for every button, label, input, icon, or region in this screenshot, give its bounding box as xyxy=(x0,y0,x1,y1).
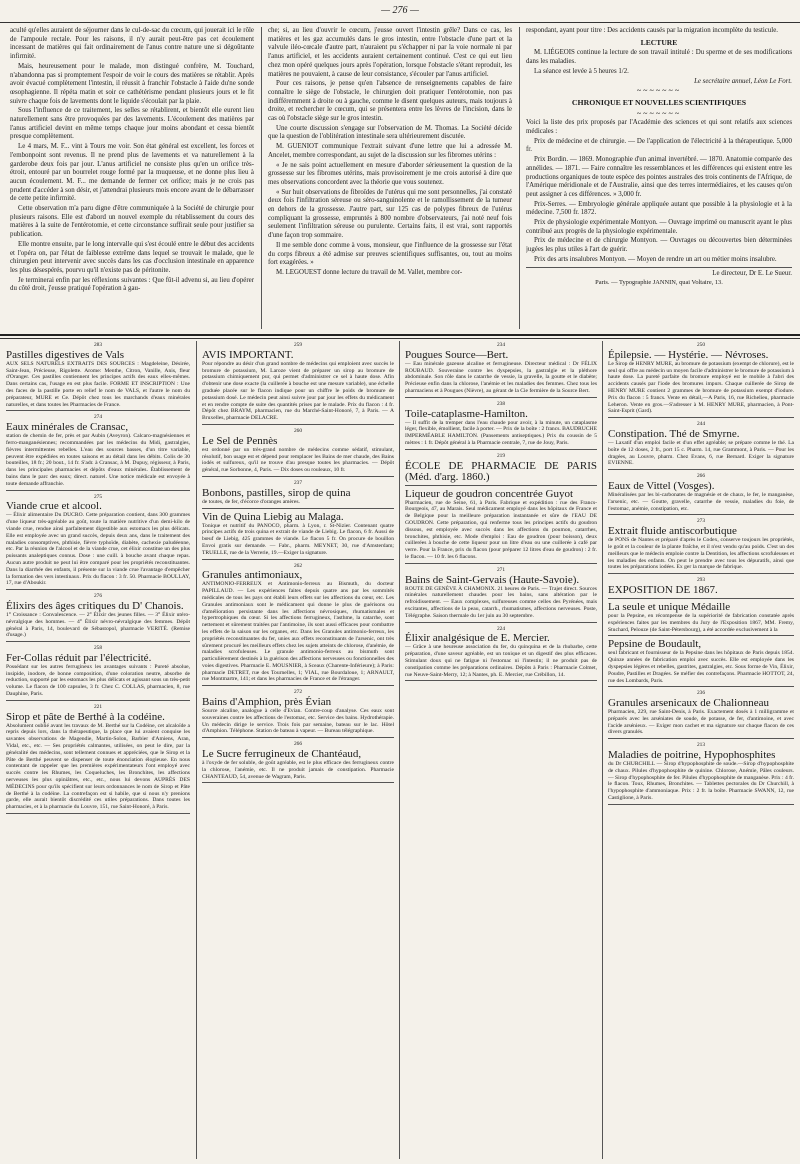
advertisement xyxy=(608,473,794,515)
ad-number: 259 xyxy=(293,342,303,348)
ads-column-3 xyxy=(405,341,597,1159)
ad-body: 1° Croissance : Convalescence. — 2° Élixir des jeunes filles. — 3° Élixir utéro-névralgique des hommes. — 4° Élixir névro-névralgique des femmes. Dépôt général à Paris, 14, boulevard de Sébastopol, pharmacie VERITÉ. (Remise d'usage.) xyxy=(6,611,190,639)
column-divider xyxy=(196,341,197,1159)
ad-number: 219 xyxy=(496,452,506,459)
ad-body: seul fabricant et fournisseur de la Pepsine dans les hôpitaux de Paris depuis 1854. Quinze années de fabrication emploi avec succès. Elle est employée dans les dyspepsies légères et rebelles, gastrites, gastralgies, etc. Sous forme de Vin, Élixir, Poudre, Pastilles et Dragées. Se méfier des contrefaçons. Pharmacie HOTTOT, 24, rue des Lombards, Paris. xyxy=(608,650,794,684)
ad-number: 272 xyxy=(293,689,303,696)
ad-title: Granules antimoniaux, xyxy=(202,569,303,582)
ad-separator xyxy=(6,410,190,411)
ad-body: — Il suffit de la tremper dans l'eau chaude pour avoir, à la minute, un cataplasme léger, flexible, émollient, facile à porter. — Prix de la boîte : 2 francs. BAUDRUCHE IMPERMÉABLE HAMILTON. (Pansements antiseptiques.) Prix du coussin de 5 mètres : 1 fr. Dépôt général à la Pharmacie centrale, 7, rue de Jouy, Paris. xyxy=(405,419,597,446)
top-rule xyxy=(0,22,800,23)
article-paragraph: M. GUENIOT communique l'extrait suivant d'une lettre que lui a adressée M. Ancelet, membre correspondant, au sujet de la discussion sur les fibromes utérins : xyxy=(268,143,512,159)
ad-separator xyxy=(608,573,794,574)
ad-number: 237 xyxy=(293,479,303,486)
chronique-paragraph: Prix des arts insalubres Montyon. — Moyen de rendre un art ou métier moins insalubre. xyxy=(534,255,777,263)
ornament-divider: ~~~~~~~ xyxy=(636,108,682,118)
ad-separator xyxy=(608,635,794,636)
ad-separator xyxy=(202,508,394,509)
chronique-paragraph: Prix-Serres. — Embryologie générale appliquée autant que possible à la physiologie et à la médecine. 7,500 fr. 1872. xyxy=(526,200,792,217)
ad-number: 274 xyxy=(93,414,103,421)
advertisement xyxy=(6,645,190,701)
article-paragraph: Une courte discussion s'engage sur l'observation de M. Thomas. La Société décide que la question de l'oblitération intestinale sera ultérieurement discutée. xyxy=(268,124,512,141)
advertisement xyxy=(202,689,394,738)
ad-separator xyxy=(405,622,597,623)
ad-body: — Grâce à une heureuse association du fer, du quinquina et de la rhubarbe, cette préparation, d'une saveur agréable, est un tonique et un digestif des plus efficaces. Stimulant doux qui ne fatigue ni l'estomac ni l'intestin; il ne produit pas de constipation comme les préparations ordinaires. Dépôts à Paris : Pharmacie Colmet, rue Neuve-Saint-Merry, 12; à Nantes, ph. E. Mercier, rue Crébillon, 14. xyxy=(405,644,597,678)
seance-text: La séance est levée à 5 heures 1/2. xyxy=(534,67,629,75)
ad-separator xyxy=(608,417,794,418)
ad-number: 260 xyxy=(293,427,303,434)
ad-number: 221 xyxy=(93,703,103,710)
ad-title: Le Sel de Pennès xyxy=(202,434,278,447)
ad-number: 293 xyxy=(696,577,706,584)
ad-body: Le Sirop de HENRY MURE, au bromure de potassium (exempt de chlorure), est le seul qui offre au médecin un moyen facile d'administrer le bromure de potassium à haute dose. La pureté parfaite du bromure employé est le mobile à l'abri des accidents causés par l'iode des bromures impurs. Chaque cuillerée de Sirop de HENRY MURE contient 2 grammes de bromure de potassium exempt d'iodure. Prix du flacon : 5 francs. Vente en détail,—A Paris, 16, rue Richelieu, pharmacie Leheron. Vente en gros.—S'adresser à M. HENRY MURE, pharmacien, à Pont-Saint-Esprit (Gard). xyxy=(608,360,794,415)
column-divider xyxy=(261,27,262,329)
chronique-body xyxy=(526,119,792,264)
ad-body: Pharmacien, rue de Seine, 61, à Paris. Fabrique et expédition : rue des Francs-Bourgeois, 47, au Marais. Seul médicament employé dans les hôpitaux de France et de Belgique pour la meilleure préparation instantanée et sûre de l'EAU DE GOUDRON. Cette préparation, qui renferme tous les principes actifs du goudron dissous, est employée avec succès dans les affections du poumon, catarrhes, bronchites, phthisie, etc. Mode d'emploi : Eau de goudron (pour boisson), deux cuillerées à bouche de cette liqueur pour un litre d'eau ou une cuillerée à café par verre. Pour la France, prix du flacon (pour préparer 12 litres d'eau de goudron) : 2 fr. le flacon. — 10 fr. les 6 flacons. xyxy=(405,499,597,560)
ad-title: Pastilles digestives de Vals xyxy=(6,348,125,361)
ad-title: Granules arsenicaux de Chalionneau xyxy=(608,697,769,710)
ad-separator xyxy=(608,514,794,515)
ad-body: pour la Pepsine, en récompense de la supériorité de fabrication constatée après expériences faites par les membres du Jury de l'Exposition 1867, MM. Fremy, Stuchard, Pelouze (de Saint-Pétersbourg), a été accordée exclusivement à la xyxy=(608,612,794,633)
ads-top-rule-2 xyxy=(0,338,800,339)
ad-title: Pougues Source—Bert. xyxy=(405,348,509,361)
ad-body: ANTIMONIO-FERREUX et Antimonio-ferreux au Bismuth, du docteur PAPILLAUD. — Les expériences faites depuis quatre ans par les sommités médicales de tous les pays ont établi leurs effets sur les affections du cœur, etc. Les Granules antimoniaux sont le médicament qui donne le plus de guérisons ou d'amélioration persistante dans les affections névrosiques, rhumatismales et hypertrophiques du cœur. Si les affections ferrugineux, l'asthme, la catarrhe, sont nettement et sûrement traitées par l'antimoine, ils sont aussi efficaces pour combattre les effets de la saison sur les organes, etc. Dans les Granules antimonio-ferreux, les propriétés reconstituantes du fer, unies aux effets reconstituants de l'arsenic, ont très sûrement procuré les meilleurs effets chez les sujets atteints de chlorose, d'anémie, de maladies scrofuleuses. Le granule antimonio-ferreux au bismuth sont particulièrement destinés à la guérison des affections nerveuses ou fonctionnelles des voies digestives. Pharmacie E. MOUSNIER, à Sceaux (Charente-Inférieure); à Paris: pharmacie DETRET, rue des Tournelles, 1; VIAL, rue Bourdaloue, 1; ARNAULT, rue Montmartre, 141; et dans les pharmacies de France et de l'étranger. xyxy=(202,581,394,683)
advertisement xyxy=(608,602,794,636)
ad-number: 213 xyxy=(696,742,706,749)
ad-separator xyxy=(608,686,794,687)
advertisement xyxy=(6,704,190,814)
ad-title: ÉCOLE DE PHARMACIE DE PARIS (Méd. d'arg. 1860.) xyxy=(405,459,597,483)
ad-body: ROUTE DE GENÈVE À CHAMONIX. 21 heures de Paris. — Trajet direct. Sources minérales naturellement chaudes pour les bains, sans altération par le refroidissement. — Eaux complexes, sulfureuses comme celles des Pyrénées, mais excitantes, affections de la peau, catarrh., rhumatismes, affections nerveuses. Poste, Télégraphe. Saison thermale du 1er juin au 30 septembre. xyxy=(405,585,597,619)
ad-body: de PONS de Nantes et préparé d'après le Codex, conserve toujours les propriétés, le goût et la couleur de la plante fraîche, et il n'est vendu qu'au poids. C'est un des meilleurs que le médecin emploie contre la Dentition, les affections scrofuleuses et les maladies des enfants. On peut le prendre avec tous les dépuratifs, ainsi que toutes les préparations iodées. Ex ger la marque de fabrique. xyxy=(608,537,794,571)
column-divider xyxy=(399,341,400,1159)
advertisement xyxy=(405,453,597,486)
ad-body: station de chemin de fer, près et par Aubin (Aveyron). Calcaro-magnésiennes et ferro-manganésiennes; recommandées par les médecins du Midi, gastralgies, fièvres intermittentes rebelles. L'eau des sources basses, d'un titre variable, peuvent être expédiées en toutes saisons et au détail dans les débits. Colis de 30 bouteilles, 18 fr.; 20 bout., 14 fr. S'adr. à Cransac, à M. Dupuy, régisseur, à Paris, dans les principales pharmacies et dépôts d'eaux minérales. Établissement de bains dans le parc des eaux; direct. naturel. Une notice médicale est envoyée à toute demande affranchie. xyxy=(6,433,190,487)
ad-number: 258 xyxy=(93,645,103,652)
ad-number: 266 xyxy=(293,741,303,748)
ad-separator xyxy=(202,476,394,477)
chronique-paragraph: Prix de médecine et de chirurgie. — De l'application de l'électricité à la thérapeutique. 5,000 fr. xyxy=(526,137,792,154)
article-column-3 xyxy=(526,27,792,329)
article-paragraph: Je terminerai enfin par les réflexions suivantes : Que fût-il advenu si, au lieu d'opérer du côté droit, j'eusse pratiqué l'opération à gau- xyxy=(10,276,254,293)
advertisement xyxy=(405,626,597,682)
ad-separator xyxy=(405,680,597,681)
ad-separator xyxy=(405,563,597,564)
ad-body: de toutes, de fer, d'écorce d'oranges amères. xyxy=(202,498,300,505)
ads-column-1 xyxy=(6,341,190,1159)
advertisement xyxy=(608,342,794,418)
article-paragraph: M. LEGOUEST donne lecture du travail de M. Vallet, membre cor- xyxy=(276,268,463,276)
ad-number: 262 xyxy=(293,562,303,569)
column-divider xyxy=(519,27,520,329)
page-number: — 276 — xyxy=(381,5,419,16)
ad-title: Sirop et pâte de Berthé à la codéine. xyxy=(6,710,165,723)
column-divider xyxy=(602,341,603,1159)
ad-title: Fer-Collas réduit par l'électricité. xyxy=(6,651,152,664)
ad-body: Possédant sur les autres ferrugineux les avantages suivants : Pureté absolue, insipide, inodore, de bonne composition, d'une coloration neutre, absorbe de reduction, supporté par les estomacs les plus délicats et agissant sous un très-petit volume. Le flacon de 100 capsules, 3 fr. Chez C. COLLAS, pharmacien, 8, rue Dauphine, Paris. xyxy=(6,663,190,698)
advertisement xyxy=(608,690,794,739)
article-column-2 xyxy=(268,27,512,327)
ad-separator xyxy=(608,598,794,599)
advertisement xyxy=(405,342,597,398)
advertisement xyxy=(6,593,190,642)
chronique-paragraph: Voici la liste des prix proposés par l'Académie des sciences et qui sont relatifs aux sciences médicales : xyxy=(526,119,792,136)
article-paragraph: « Je ne sais point actuellement en mesure d'aborder sérieusement la question de la grossesse sur les fibromes utérins, mais provisoirement je me crois autorisé à dire que mes observations concordent avec la théorie que vous soutenez. xyxy=(268,161,512,186)
chronique-paragraph: Prix de physiologie expérimentale Montyon. — Ouvrage imprimé ou manuscrit ayant le plus contribué aux progrès de la physiologie expérimentale. xyxy=(526,219,792,235)
ad-body: Absolument oublié avant les travaux de M. Berthé sur la Codéine, cet alcaloïde a repris depuis lors, dans la thérapeutique, la place que lui avaient conquise les savantes observations de Magendie, Martin-Solon, Barbier d'Amiens, Aran, Vidal, etc., etc. — Ses propriétés calmantes, utilisées, on peut le dire, par la généralité des médecins, sont tellement connues et appréciées, que le Sirop et la Pâte de Berthé peuvent se dispenser de toute énonciation élogieuse. En nous contentant de rappeler que les premières expérimentateurs l'ont employé avec succès contre les Rhumes, les Coqueluches, les Bronchites, les affections nerveuses les plus opiniâtres, etc., etc., nous lui devons AUPRÈS DES MÉDECINS pour qu'ils spécifient sur leurs ordonnances le nom de Sirop et Pâte de Berthé à la codéine. La contrefaçon est si habile, que si nous n'y prenions garde, elle aurait bientôt discrédité ces utiles préparations. Dans toutes les pharmacies, et à la pharmacie du Louvre, 151, rue Saint-Honoré, à Paris. xyxy=(6,722,190,811)
ad-title: Liqueur de goudron concentrée Guyot xyxy=(405,487,573,500)
ad-body: Pharmacien, 229, rue Saint-Denis, à Paris. Exactement dosés à 1 milligramme et préparés avec les arséniates de soude, de potasse, de fer, d'antimoine, et avec l'acide arsénieux. — Exiger mon cachet et ma signature sur chaque flacon de ces divers granulés. xyxy=(608,709,794,736)
article-paragraph: Elle montre ensuite, par le long intervalle qui s'est écoulé entre le début des accidents et l'opéra on, par l'état de faiblesse extrême dans lequel se trouvait le malade, que le chirurgien peut intervenir avec succès dans les cas d'occlusion intestinale en apparence les plus désespérés, pourvu qu'il n'existe pas de péritonite. xyxy=(10,240,254,274)
ad-title: EXPOSITION DE 1867. xyxy=(608,583,718,596)
ad-body: à l'oxyde de fer soluble, de goût agréable, est le plus efficace des ferrugineux contre la chlorose, l'anémie, etc. Il ne produit jamais de constipation. Pharmacie CHANTEAUD, 54, avenue de Wagram, Paris. xyxy=(202,760,394,780)
ad-separator xyxy=(202,424,394,425)
lecture-heading: LECTURE xyxy=(640,37,678,47)
ad-separator xyxy=(202,685,394,686)
ad-body: AUX SELS NATURELS EXTRAITS DES SOURCES : Magdeleine, Désirée, Saint-Jean, Précieuse, Rigolette. Arome: Menthe, Citron, Vanille, Anis, fleur d'Oranger. Ces pastilles contiennent les principes actifs des eaux elles-mêmes. Dans certains cas, l'usage en est plus facile. FORME ET INSCRIPTION : Une des faces de la pastille porte en relief le nom de VALS, et l'autre le nom du préparateur, MURE et Ce. Dépôt chez tous les marchands d'eaux minérales naturelles, et dans toutes les Pharmacies de France. xyxy=(6,360,190,408)
ad-separator xyxy=(405,485,597,486)
advertisement xyxy=(608,742,794,805)
ad-title: Élixirs des âges critiques du D' Chanois. xyxy=(6,599,184,612)
ad-body: — Laxatif d'un emploi facile et d'un effet agréable; se prépare comme le thé. La boîte de 12 doses, 2 fr., port 15 c. Pharm. 14, rue Grammont, à Paris. — Pour les dragées, au Louvre, pharm. Chez Evans, 6, rue Bernard. Exiger la signature EVIENNE. xyxy=(608,439,794,467)
ad-title: Constipation. Thé de Smyrne. xyxy=(608,427,740,440)
ad-number: 236 xyxy=(696,690,706,697)
article-paragraph: che; si, au lieu d'ouvrir le cœcum, j'eusse ouvert l'intestin grêle? Dans ce cas, les matières et les gaz accumulés dans le gros intestin, entre l'obstacle d'une part et la valvule iléo-cœcale d'autre part, n'auraient pu s'échapper ni par la voie normale ni par l'anus artificiel, et les accidents auraient certainement continué. C'est ce qui eut lieu chez mon opéré quelques jours après l'opération, lorsque l'obstacle s'étant reproduit, les matières ne pouvaient, à cause de leur consistance, s'écouler par l'anus artificiel. xyxy=(268,27,512,78)
ad-separator xyxy=(405,397,597,398)
ad-number: 224 xyxy=(496,625,506,632)
advertisement xyxy=(202,428,394,477)
lecture-text: M. LIÉGEOIS continue la lecture de son travail intitulé : Du sperme et de ses modifications dans les maladies. xyxy=(526,49,792,66)
ad-body: Source alcaline, analogue à celle d'Evian. Contre-coup d'analyse. Ces eaux sont souveraines contre les affections de l'estomac, etc. Service des bains. Hydrothérapie. Un médecin dirige le service. Trois fois par semaine, bateau sur le lac. Hôtel d'Amphion. Téléphone. Station de bateau à vapeur. — Bureau télégraphique. xyxy=(202,708,394,735)
ad-number: 273 xyxy=(696,518,706,525)
ad-separator xyxy=(6,700,190,701)
ad-separator xyxy=(6,490,190,491)
ad-body: Tonique et nutritif du PANOCO, pharm. à Lyon, r. St-Nizier. Contenant quatre principes actifs de trois quina et extrait de viande de Liebig. Le flacon, 6 fr. Aussi de bœuf de Liebig, 425 grammes de viande. Le flacon 5 fr. On procure de bouillon Envoi gratis sur demande. — Fabr., pharm. MEYNET, 30, rue d'Amsterdam; TRUELLE, rue de la Verrerie, 19.—Exiger la signature. xyxy=(202,522,394,556)
ads-column-4 xyxy=(608,341,794,1159)
ad-title: Pepsine de Boudault, xyxy=(608,638,702,651)
ad-title: Eaux de Vittel (Vosges). xyxy=(608,479,715,492)
advertisement xyxy=(202,342,394,425)
ad-title: Vin de Quina Liebig au Malaga. xyxy=(202,510,344,523)
ad-title: Eaux minérales de Cransac, xyxy=(6,421,129,434)
ads-top-rule xyxy=(0,334,800,336)
article-paragraph: Il me semble donc comme à vous, monsieur, que l'influence de la grossesse sur l'état du corps fibreux a été admise sur preuves scientifiques suffisantes, ou, tout au moins fort exagérées. » xyxy=(268,241,512,267)
intro-text: respondant, ayant pour titre : Des accidents causés par la migration incomplète du testicule. xyxy=(526,27,778,34)
article-paragraph: Sous l'influence de ce traitement, les selles se rétablirent, et bientôt elle eurent lieu naturellement sans être provoquées par des lavements. L'écoulement des matières par l'anus artificiel devint en même temps chaque jour moins abondant et cessa bientôt presque complètement. xyxy=(10,107,254,141)
advertisement xyxy=(202,512,394,560)
ad-body: — Eau minérale gazeuse alcaline et ferrugineuse. Directeur médical : Dr FÉLIX ROUBAUD. Souveraine contre les dyspepsies, la gastralgie et la pléthore abdominale. Son rôle dans le catarrhe de vessie, la gravelle, la goutte et le diabète; Précieuse enfin dans la chlorose, l'anémie et les maladies des femmes. Chez tous les pharmaciens et à Pougues (Nièvre), au gérant de la Cie fermière de la Source Bert. xyxy=(405,360,597,394)
article-column-1 xyxy=(10,27,254,327)
ad-title: AVIS IMPORTANT. xyxy=(202,348,294,361)
imprimerie-line: Paris. — Typographie JANNIN, quai Voltaire, 13. xyxy=(595,279,723,287)
advertisement xyxy=(6,342,190,411)
ad-body: Pour répondre au désir d'un grand nombre de médecins qui emploient avec succès le bromure de potassium, M. Laroze vient de préparer un sirop au bromure de potassium chimiquement pur, qui permet d'administrer ce sel à haute dose. Afin d'obtenir une dose exacte (la cuillerée à bouche est une mesure variable), une échelle graduée placée sur le flacon indique pour un chiffre le poids de bromure de potassium dosé. Le médecin peut ainsi suivre jour par jour les effets du médicament et en rendre compte de suite des quantités prises par le malade. Prix du flacon : 4 fr. Dépôt chez BRAYM, pharmacien, rue du Marché-Saint-Honoré, 7, à Paris. — A Bruxelles, pharmacie DELACRE. xyxy=(202,360,394,422)
ad-number: 271 xyxy=(496,566,506,573)
article-paragraph: Cette observation m'a paru digne d'être communiquée à la Société de chirurgie pour plusieurs raisons. Elle est d'abord un nouvel exemple du rétablissement du cours des matières à la suite de l'entérotomie, et cette circonstance suffirait seule pour justifier sa publication. xyxy=(10,205,254,239)
article-paragraph: Pour ces raisons, je pense qu'en l'absence de renseignements capables de faire connaître le siège de l'obstacle, le chirurgien doit pratiquer l'entérotomie, non pas indifféremment à droite ou à gauche, comme le disent quelques auteurs, mais toujours à droite, et rechercher le cœcum, qui se présentera entre les lèvres de l'incision, dans le cas où l'obstacle siège sur le gros intestin. xyxy=(268,80,512,123)
ad-separator xyxy=(202,782,394,783)
ad-separator xyxy=(608,738,794,739)
ad-number: 283 xyxy=(93,342,103,348)
ad-title: Le Sucre ferrugineux de Chantéaud, xyxy=(202,748,362,761)
advertisement xyxy=(608,421,794,470)
advertisement xyxy=(202,563,394,687)
secretaire-signature: Le secrétaire annuel, Léon Le Fort. xyxy=(694,77,792,85)
ornament-divider: ~~~~~~~ xyxy=(636,86,682,96)
article-paragraph: aculté qu'elles auraient de séjourner dans le cul-de-sac du cœcum, qui jouerait ici le rôle de l'ampoule rectale. Pour les raisons, il n'y aurait peut-être pas cet écoulement incessant de matières qui fait ordinairement de l'anus contre nature une si dégoûtante infirmité. xyxy=(10,27,254,61)
ad-number: 276 xyxy=(93,593,103,600)
advertisement xyxy=(202,480,394,509)
article-paragraph: « Sur huit observations de fibroïdes de l'utérus qui me sont personnelles, j'ai constaté deux fois l'infiltration séreuse ou séro-sanguinolente et le ramollissement de la tumeur en dehors de la grossesse. J'autre part, sur 125 cas de polypes fibreux de l'utérus compliquant la grossesse, empruntés à 800 nombre d'observateurs, j'ai noté neuf fois seulement l'infiltration séreuse ou purulente. Certains faits, il est vrai, sont rapportés d'une façon trop sommaire. xyxy=(268,188,512,240)
rule xyxy=(526,267,792,268)
ads-column-2 xyxy=(202,341,394,1159)
ad-title: Bonbons, pastilles, sirop de quina xyxy=(202,486,351,499)
ad-separator xyxy=(6,589,190,590)
advertisement xyxy=(405,401,597,450)
directeur-signature: Le directeur, Dr E. Le Sueur. xyxy=(712,269,792,277)
advertisement xyxy=(6,494,190,591)
ad-number: 234 xyxy=(496,342,506,348)
advertisement xyxy=(608,518,794,574)
advertisement xyxy=(405,567,597,623)
chronique-paragraph: Prix de médecine et de chirurgie Montyon. — Ouvrages ou découvertes bien déterminées jugées les plus utiles à l'art de guérir. xyxy=(526,237,792,254)
advertisement xyxy=(6,414,190,490)
ad-separator xyxy=(608,804,794,805)
chronique-title: CHRONIQUE ET NOUVELLES SCIENTIFIQUES xyxy=(571,97,747,107)
ad-number: 250 xyxy=(696,342,706,348)
advertisement xyxy=(202,741,394,783)
ad-body: Minéralisées par les bi-carbonates de magnésie et de chaux, le fer, le manganèse, l'arsenic, etc. — Goutte, gravelle, catarrhe de vessie, maladies du foie, de l'estomac, anémie, constipation, etc. xyxy=(608,491,794,512)
advertisement xyxy=(608,577,794,599)
ad-separator xyxy=(405,449,597,450)
ad-title: La seule et unique Médaille xyxy=(608,600,731,613)
article-paragraph: Le 4 mars, M. F... vint à Tours me voir. Son état général est excellent, les forces et l'embonpoint sont revenus. Il ne prend plus de lavements et va naturellement à la garderobe deux fois par jour. L'anus artificiel ne consiste plus qu'en un orifice très-étroit, entouré par un bourrelet rouge formé par la muqueuse, et ne donne plus lieu à aucun écoulement. M. F... me demande de fermer cet orifice; mais je ne crois pas prudent d'accéder à son désir, et j'attendrai plusieurs mois encore avant de le débarrasser de cette petite infirmité. xyxy=(10,143,254,203)
ad-title: Maladies de poitrine, Hypophosphites xyxy=(608,749,776,762)
ad-separator xyxy=(202,559,394,560)
ad-separator xyxy=(202,737,394,738)
ad-title: Élixir analgésique de E. Mercier. xyxy=(405,632,550,645)
ad-body: est ordonné par un très-grand nombre de médecins comme sédatif, stimulant, résolutif, bon usage est et dépend pour remplacer les Bains de mer chaude, des Bains iodés et sulfureux, qu'il ne trouve d'au presque toutes les pharmacies. — Dépôt général, rue Sorbonne, 4, Paris. — Dix doses ou rouleaux, 10 fr. xyxy=(202,446,394,474)
ad-number: 275 xyxy=(93,493,103,500)
ad-number: 238 xyxy=(496,400,506,407)
chronique-paragraph: Prix Bordin. — 1869. Monographie d'un animal invertébré. — 1870. Anatomie comparée des annélides. — 1871. — Faire connaître les ressemblances et les différences qui existent entre les productions organiques de toute espèce des pointes australes des trois continents de l'Afrique, de l'Amérique méridionale et de l'Australie, ainsi que des terres intermédiaires, et les causes qu'on peut assigner à ces différences. » 3,000 fr. xyxy=(526,156,792,198)
ad-separator xyxy=(6,641,190,642)
ad-separator xyxy=(6,813,190,814)
ad-body: — Élixir alimentaire Du DUCRO. Cette préparation contient, dans 300 grammes d'une liqueur très-agréable au goût, toute la matière nutritive d'un demi-kilo de viande crue, rendue ainsi parfaitement digestible aux estomacs les plus délicats. Elle est employée avec un grand succès, depuis deux ans, dans le traitement des maladies consomptives, phthisie, fièvre typhoïde, diabète, cachexie paludéenne, etc. Par la réunion de l'alcool et de la viande crue, cet élixir constitue un des plus puissants analeptiques connus. Dose : une cuill. à bouche avant chaque repas. Aucun autre produit ne peut lui être comparé pour les propriétés reconstituantes. Dans la diarrhée des enfants, il présente sur la viande crue l'avantage d'empêcher la formation des vers intestinaux. Prix du flacon : 3 fr. 50. Pharmacie BOULLAY, 17, rue d'Aboukir. xyxy=(6,512,190,587)
ad-body: du Dr CHURCHILL — Sirop d'hypophosphite de soude.—Sirop d'hypophosphite de chaux. Pilules d'hypophosphite de quinine. Chlorose, Anémie, Pâles couleurs. — Sirop d'hypophosphite de fer. Pilules d'hypophosphite de manganèse. Prix : 4 fr. le flacon. Toux, Rhumes, Bronchites. — Tablettes pectorales du Dr Churchill, à l'hypophosphite d'ammoniaque. Prix : 2 fr. la boîte. Pharmacie SWANN, 12, rue Castiglione, à Paris. xyxy=(608,761,794,802)
ad-title: Viande crue et alcool. xyxy=(6,500,102,513)
article-paragraph: Mais, heureusement pour le malade, mon distingué confrère, M. Touchard, n'abandonna pas si promptement l'espoir de voir le cours des matières se rétablir. Après avoir évacué complètement l'intestin, il réussit à franchir l'obstacle à l'aide du'ne sonde œsophagienne. Il répéta matin et soir ce cathétérisme pendant plusieurs jours et le fit suivre chaque fois de lavements dont le liquide s'écoulait par la plaie. xyxy=(10,62,254,105)
ad-title: Bains d'Amphion, près Évian xyxy=(202,696,332,709)
advertisement xyxy=(405,489,597,564)
ad-title: Extrait fluide antiscorbutique xyxy=(608,525,737,538)
ad-number: 244 xyxy=(696,421,706,428)
advertisement xyxy=(608,639,794,687)
ad-title: Bains de Saint-Gervais (Haute-Savoie). xyxy=(405,573,580,586)
ad-number: 266 xyxy=(696,473,706,480)
ad-separator xyxy=(608,469,794,470)
ad-title: Toile-cataplasme-Hamilton. xyxy=(405,407,528,420)
ad-title: Épilepsie. — Hystérie. — Névroses. xyxy=(608,348,769,361)
